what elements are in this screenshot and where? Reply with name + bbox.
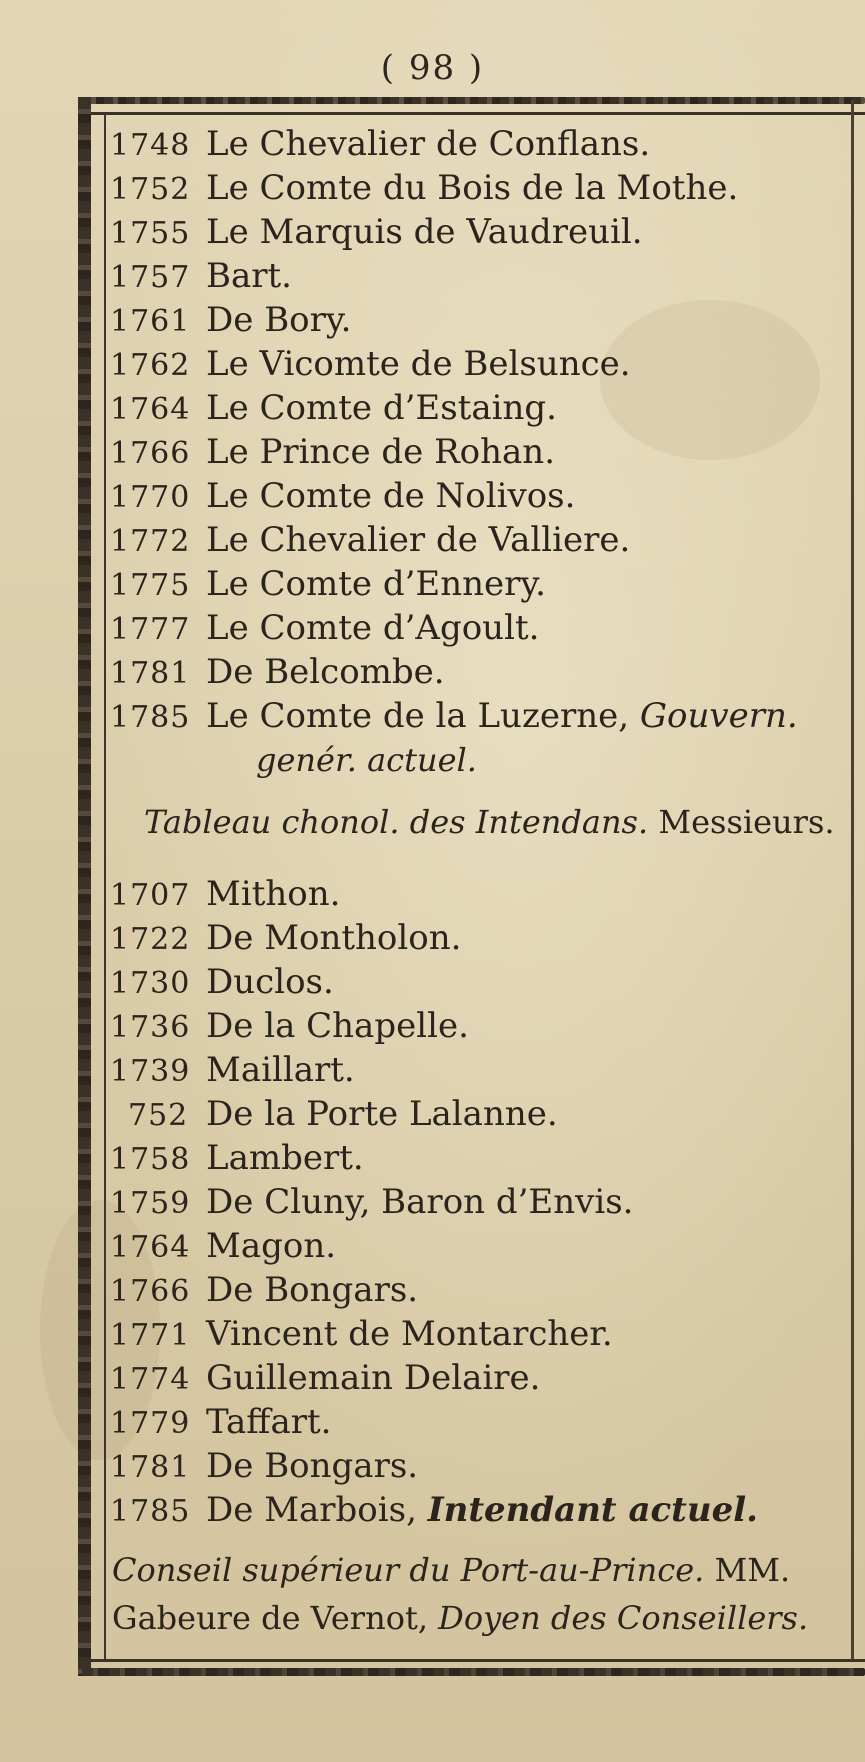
intendant-entry (110, 1092, 558, 1136)
conseil-heading (112, 1548, 790, 1592)
governor-year: 1777 (110, 612, 191, 647)
intendant-entry (110, 1356, 540, 1400)
intendant-name: Magon. (206, 1226, 337, 1266)
governor-entry (110, 650, 445, 694)
intendant-name: Duclos. (206, 962, 334, 1002)
intendant-entry (110, 1400, 331, 1444)
governor-name: Le Comte d’Agoult. (206, 608, 540, 648)
governor-name: Le Chevalier de Valliere. (206, 520, 631, 560)
conseil-first-member (112, 1596, 808, 1640)
governor-title-continuation: genér. actuel. (256, 741, 477, 779)
intendant-entry (110, 1312, 613, 1356)
governor-year: 1752 (110, 172, 191, 207)
intendant-entry (110, 1048, 355, 1092)
governor-name: Le Comte d’Ennery. (206, 564, 546, 604)
governor-year: 1766 (110, 436, 191, 471)
intendants-heading-italic: Tableau chonol. des Intendans. (144, 803, 649, 841)
governor-entry (110, 430, 555, 474)
intendant-entry (110, 1488, 758, 1532)
intendant-year: 1785 (110, 1494, 191, 1529)
intendant-name: Vincent de Montarcher. (206, 1314, 613, 1354)
intendant-name: De Marbois, (206, 1490, 417, 1530)
governor-year: 1770 (110, 480, 191, 515)
governor-title: Gouvern. (639, 696, 798, 736)
governor-name: Le Vicomte de Belsunce. (206, 344, 631, 384)
intendant-year: 1774 (110, 1362, 191, 1397)
intendant-year: 1758 (110, 1142, 191, 1177)
governor-name: De Bory. (206, 300, 352, 340)
governor-entry (110, 342, 631, 386)
governor-entry (110, 210, 643, 254)
governor-entry (110, 386, 557, 430)
intendant-year: 1736 (110, 1010, 191, 1045)
intendant-entry (110, 1180, 634, 1224)
governor-name: Le Comte d’Estaing. (206, 388, 557, 428)
governor-year: 1764 (110, 392, 191, 427)
governor-name: Le Comte de la Luzerne, (206, 696, 630, 736)
intendant-name: De la Chapelle. (206, 1006, 469, 1046)
intendant-name: Taffart. (206, 1402, 332, 1442)
intendant-entry (110, 1224, 336, 1268)
governor-entry (110, 298, 351, 342)
intendant-year: 752 (128, 1098, 189, 1133)
intendant-year: 1766 (110, 1274, 191, 1309)
governor-entry (110, 518, 630, 562)
member-name: Gabeure de Vernot, (112, 1599, 428, 1637)
governor-name: Le Comte de Nolivos. (206, 476, 576, 516)
intendant-entry (110, 1268, 418, 1312)
governor-entry (110, 474, 575, 518)
governor-year: 1748 (110, 128, 191, 163)
governor-entry (110, 122, 650, 166)
intendant-year: 1707 (110, 878, 191, 913)
governor-entry (110, 606, 539, 650)
governor-entry (110, 254, 292, 298)
intendant-name: De Cluny, Baron d’Envis. (206, 1182, 634, 1222)
intendant-year: 1764 (110, 1230, 191, 1265)
governor-year: 1772 (110, 524, 191, 559)
governor-year: 1761 (110, 304, 191, 339)
intendant-year: 1781 (110, 1450, 191, 1485)
conseil-heading-italic: Conseil supérieur du Port-au-Prince. (112, 1551, 705, 1589)
conseil-heading-roman: MM. (714, 1551, 791, 1589)
intendant-name: Maillart. (206, 1050, 355, 1090)
governor-name: De Belcombe. (206, 652, 445, 692)
member-title: Doyen des Conseillers. (438, 1599, 809, 1637)
governor-year: 1775 (110, 568, 191, 603)
intendant-entry (110, 1444, 418, 1488)
intendant-year: 1779 (110, 1406, 191, 1441)
intendant-name: De Bongars. (206, 1270, 419, 1310)
governor-year: 1781 (110, 656, 191, 691)
governor-year: 1785 (110, 700, 191, 735)
governor-name: Le Marquis de Vaudreuil. (206, 212, 643, 252)
intendant-entry (110, 960, 334, 1004)
governor-name: Le Chevalier de Conflans. (206, 124, 651, 164)
intendant-year: 1739 (110, 1054, 191, 1089)
intendant-title: Intendant actuel. (427, 1490, 758, 1530)
governor-name: Le Prince de Rohan. (206, 432, 556, 472)
governor-entry (110, 562, 546, 606)
intendant-entry (110, 916, 461, 960)
intendant-name: De la Porte Lalanne. (206, 1094, 558, 1134)
intendants-heading (144, 800, 835, 844)
intendant-name: Mithon. (206, 874, 341, 914)
page-number: ( 98 ) (380, 48, 485, 88)
governor-entry (110, 166, 738, 210)
governor-year: 1762 (110, 348, 191, 383)
intendant-entry (110, 1004, 469, 1048)
intendant-year: 1730 (110, 966, 191, 1001)
intendant-entry (110, 1136, 364, 1180)
intendant-name: Lambert. (206, 1138, 364, 1178)
intendant-entry (110, 872, 340, 916)
intendants-heading-roman: Messieurs. (658, 803, 835, 841)
intendant-year: 1759 (110, 1186, 191, 1221)
governor-name: Bart. (206, 256, 292, 296)
governor-year: 1757 (110, 260, 191, 295)
governor-entry (110, 694, 798, 738)
intendant-year: 1771 (110, 1318, 191, 1353)
intendant-year: 1722 (110, 922, 191, 957)
intendant-name: De Montholon. (206, 918, 462, 958)
intendant-name: De Bongars. (206, 1446, 419, 1486)
governor-name: Le Comte du Bois de la Mothe. (206, 168, 739, 208)
intendant-name: Guillemain Delaire. (206, 1358, 541, 1398)
governor-year: 1755 (110, 216, 191, 251)
